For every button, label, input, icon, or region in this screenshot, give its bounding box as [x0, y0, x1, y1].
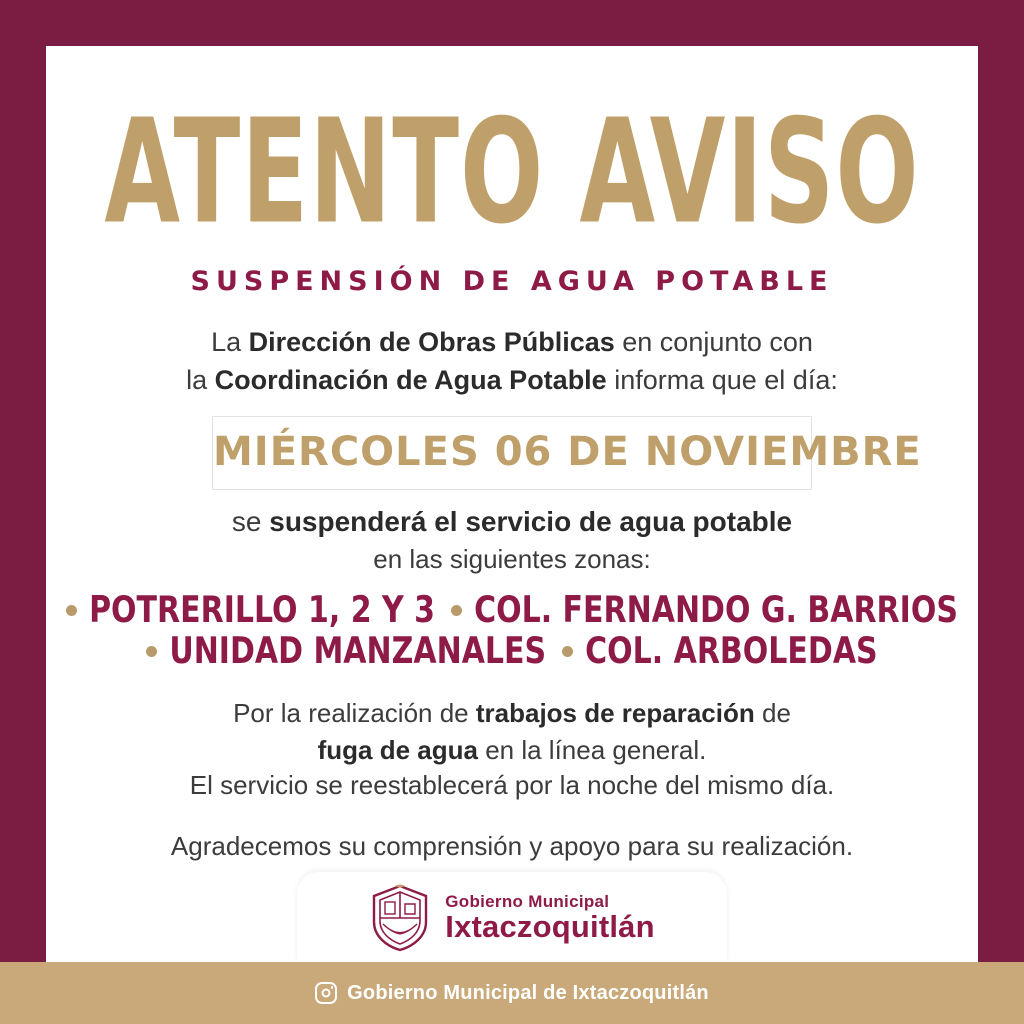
- intro-line-2-suffix: informa que el día:: [606, 365, 838, 396]
- zone-label: COL. ARBOLEDAS: [585, 629, 878, 673]
- bullet-icon: [562, 646, 573, 657]
- coat-of-arms-icon: [369, 884, 431, 952]
- list-item: [146, 629, 547, 673]
- suspension-date: MIÉRCOLES 06 DE NOVIEMBRE: [213, 428, 922, 475]
- reason-line-2: [94, 732, 930, 769]
- intro-line-1-strong: Dirección de Obras Públicas: [248, 327, 615, 357]
- date-highlight-box: [212, 416, 922, 490]
- reason-mid: de: [754, 697, 791, 728]
- restore-note: El servicio se reestablecerá por la noche del mismo día.: [189, 770, 835, 801]
- footer-band: [0, 962, 1024, 1024]
- list-item: [451, 588, 958, 632]
- zone-label: UNIDAD MANZANALES: [169, 629, 547, 673]
- reason-strong-1: trabajos de reparación: [475, 697, 755, 728]
- poster-subtitle: SUSPENSIÓN DE AGUA POTABLE: [190, 266, 834, 297]
- intro-line-2: [94, 361, 930, 399]
- intro-line-2-strong: Coordinación de Agua Potable: [214, 365, 607, 396]
- page-title: ATENTO AVISO: [104, 88, 920, 256]
- thanks-note: Agradecemos su comprensión y apoyo para su realización.: [170, 831, 854, 862]
- bullet-icon: [66, 605, 77, 616]
- reason-paragraph: [94, 695, 930, 769]
- instagram-icon: [315, 982, 337, 1004]
- zone-label: COL. FERNANDO G. BARRIOS: [474, 588, 958, 632]
- reason-prefix: Por la realización de: [233, 697, 476, 728]
- zones-intro: en las siguientes zonas:: [373, 543, 651, 574]
- zone-label: POTRERILLO 1, 2 Y 3: [89, 588, 436, 632]
- government-logo: [297, 872, 727, 962]
- bullet-icon: [146, 646, 157, 657]
- list-item: [562, 629, 878, 673]
- notice-card: [46, 46, 978, 962]
- intro-line-1-prefix: La: [211, 327, 249, 357]
- intro-paragraph: [94, 323, 930, 400]
- logo-top-line: Gobierno Municipal: [445, 891, 610, 911]
- logo-text-block: [445, 893, 655, 943]
- reason-strong-2: fuga de agua: [317, 734, 478, 765]
- reason-suffix: en la línea general.: [477, 734, 707, 765]
- zones-list: [89, 588, 958, 673]
- list-item: [66, 588, 436, 632]
- zones-row-1: [89, 588, 958, 632]
- logo-bottom-line: Ixtaczoquitlán: [445, 908, 655, 944]
- zones-row-2: [94, 629, 930, 673]
- bullet-icon: [451, 605, 462, 616]
- intro-line-1-suffix: en conjunto con: [614, 327, 813, 357]
- suspension-statement: [94, 506, 930, 538]
- intro-line-1: [94, 323, 930, 361]
- footer-handle: Gobierno Municipal de Ixtaczoquitlán: [347, 981, 709, 1004]
- intro-line-2-prefix: la: [186, 365, 215, 396]
- suspension-statement-prefix: se: [231, 505, 270, 537]
- suspension-statement-strong: suspenderá el servicio de agua potable: [269, 505, 793, 537]
- reason-line-1: [94, 695, 930, 732]
